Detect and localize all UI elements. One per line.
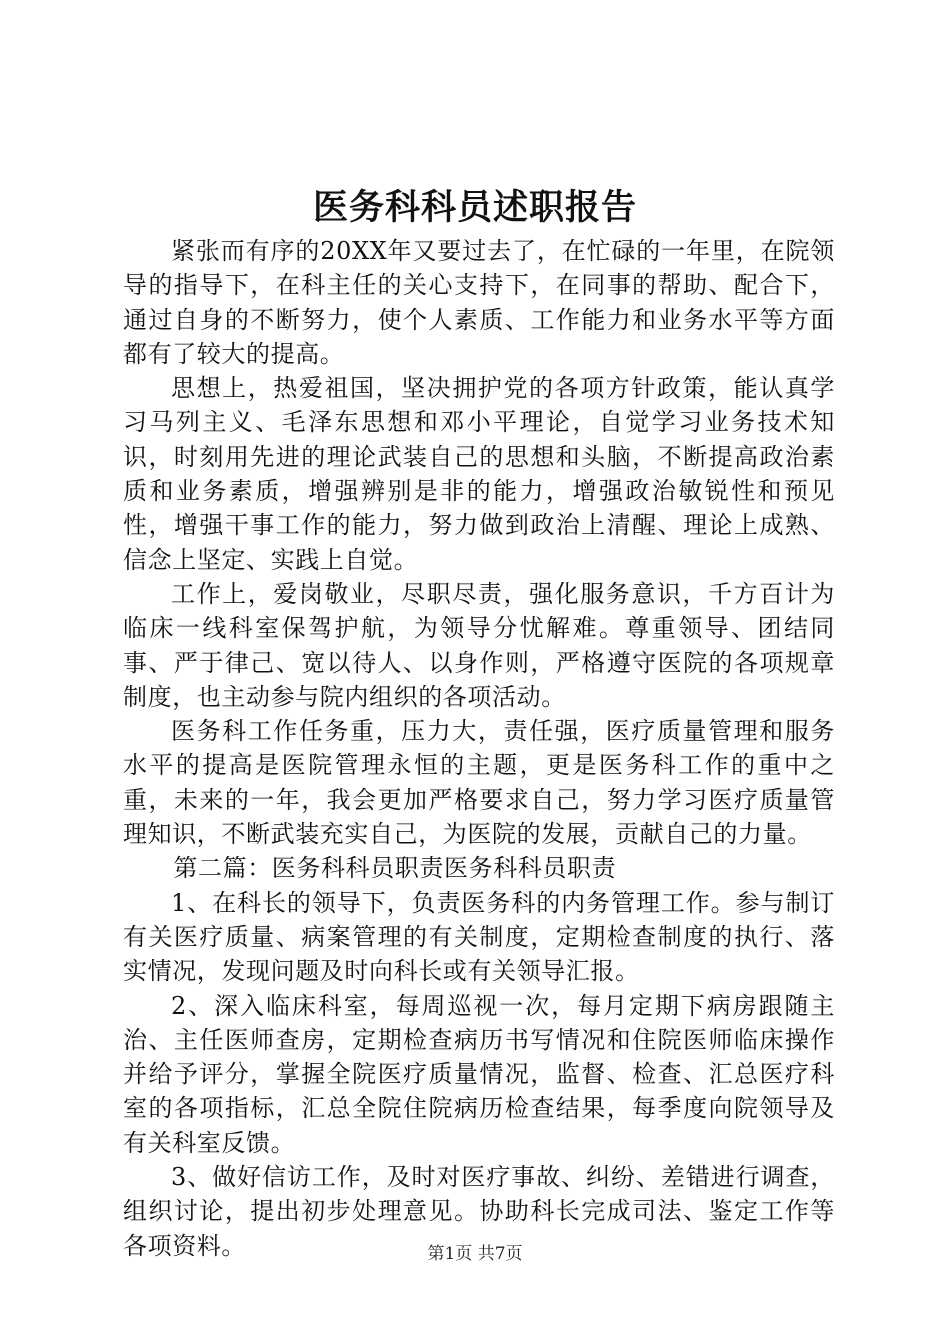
duty-item-3: 3、做好信访工作，及时对医疗事故、纠纷、差错进行调查，组织讨论，提出初步处理意见。协助科长完成司法、鉴定工作等各项资料。 bbox=[123, 1163, 835, 1260]
paragraph-outlook: 医务科工作任务重，压力大，责任强，医疗质量管理和服务水平的提高是医院管理永恒的主题，更是医务科工作的重中之重，未来的一年，我会更加严格要求自己，努力学习医疗质量管理知识，不断武装充实自己，为医院的发展，贡献自己的力量。 bbox=[123, 717, 835, 849]
section-heading: 第二篇：医务科科员职责医务科科员职责 bbox=[173, 854, 617, 883]
document-title: 医务科科员述职报告 bbox=[312, 187, 637, 228]
paragraph-ideology: 思想上，热爱祖国，坚决拥护党的各项方针政策，能认真学习马列主义、毛泽东思想和邓小平理论，自觉学习业务技术知识，时刻用先进的理论武装自己的思想和头脑，不断提高政治素质和业务素质，增强辨别是非的能力，增强政治敏锐性和预见性，增强干事工作的能力，努力做到政治上清醒、理论上成熟、信念上坚定、实践上自觉。 bbox=[123, 374, 835, 574]
paragraph-intro: 紧张而有序的20XX年又要过去了，在忙碌的一年里，在院领导的指导下，在科主任的关心支持下，在同事的帮助、配合下，通过自身的不断努力，使个人素质、工作能力和业务水平等方面都有了较大的提高。 bbox=[123, 237, 835, 368]
document-body bbox=[123, 234, 835, 1263]
duty-item-2: 2、深入临床科室，每周巡视一次，每月定期下病房跟随主治、主任医师查房，定期检查病历书写情况和住院医师临床操作并给予评分，掌握全院医疗质量情况，监督、检查、汇总医疗科室的各项指标，汇总全院住院病历检查结果，每季度向院领导及有关科室反馈。 bbox=[123, 991, 835, 1157]
duty-item-1: 1、在科长的领导下，负责医务科的内务管理工作。参与制订有关医疗质量、病案管理的有关制度，定期检查制度的执行、落实情况，发现问题及时向科长或有关领导汇报。 bbox=[123, 888, 835, 986]
paragraph-work: 工作上，爱岗敬业，尽职尽责，强化服务意识，千方百计为临床一线科室保驾护航，为领导分忧解难。尊重领导、团结同事、严于律己、宽以待人、以身作则，严格遵守医院的各项规章制度，也主动参与院内组织的各项活动。 bbox=[123, 579, 835, 711]
page-number: 第1页 共7页 bbox=[427, 1244, 523, 1264]
